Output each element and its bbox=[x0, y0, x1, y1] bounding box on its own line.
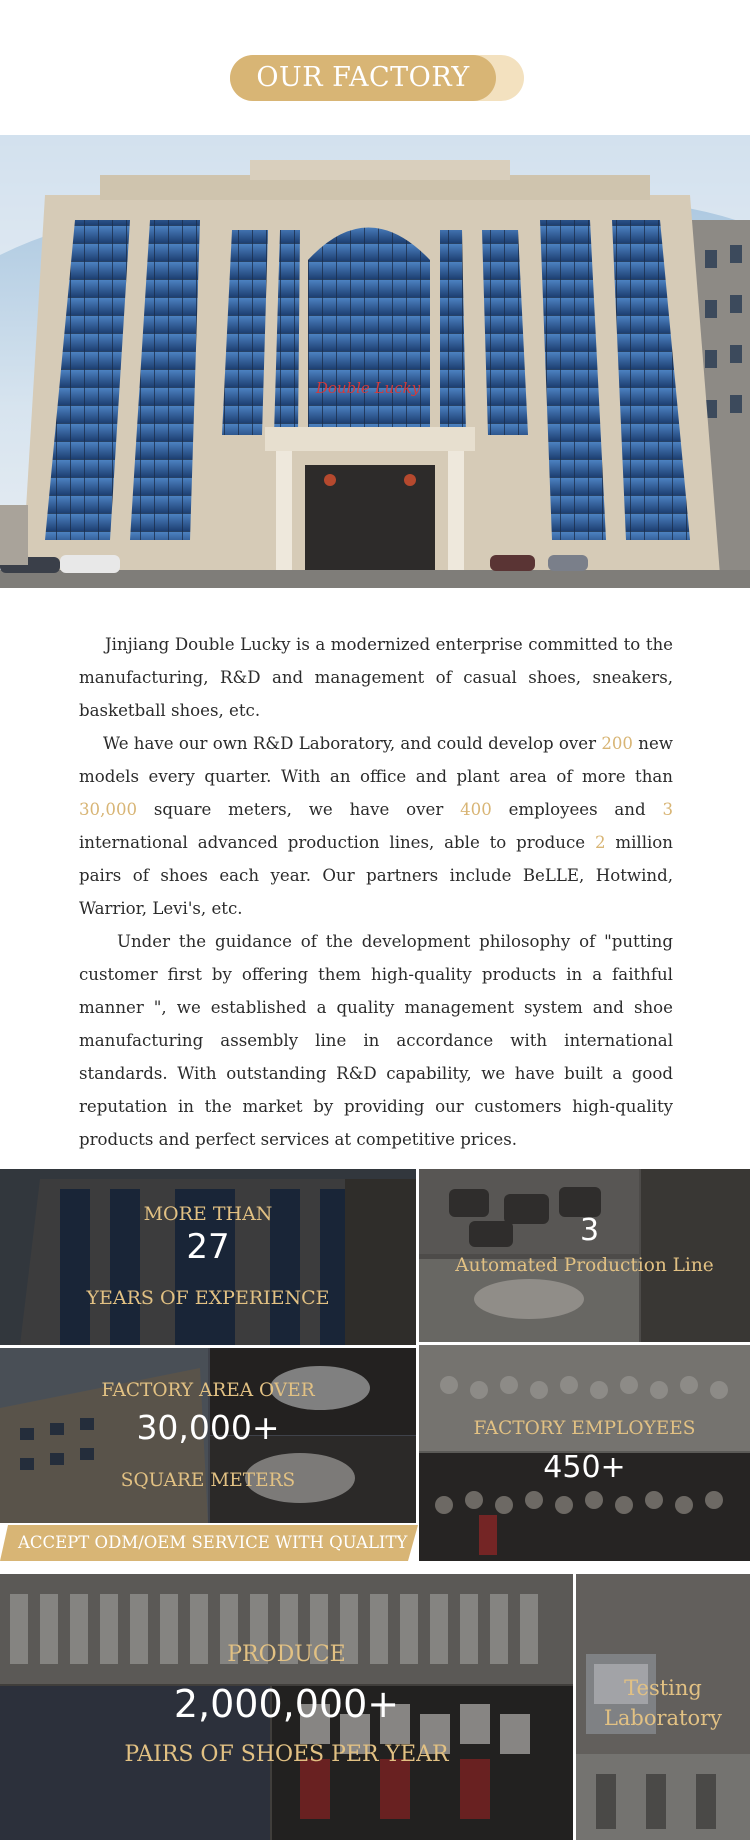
employees-label: FACTORY EMPLOYEES bbox=[473, 1418, 696, 1439]
highlight-models: 200 bbox=[601, 734, 633, 753]
company-intro bbox=[79, 628, 673, 1156]
highlight-million: 2 bbox=[594, 833, 606, 852]
intro-paragraph-3: Under the guidance of the development philosophy of "putting customer first by offering them high-quality products in a faithful manner ", we established a quality management system and shoe manufacturing assembly line in accordance with international standards. With outstanding R&D capability, we have built a good reputation in the market by providing our customers high-quality products and perfect services at competitive prices. bbox=[79, 932, 673, 1149]
experience-value: 27 bbox=[186, 1227, 230, 1267]
production-lines-label: Automated Production Line bbox=[455, 1255, 714, 1276]
highlight-area: 30,000 bbox=[79, 800, 138, 819]
produce-top: PRODUCE bbox=[227, 1642, 346, 1667]
experience-bottom: YEARS OF EXPERIENCE bbox=[86, 1287, 330, 1309]
section-header bbox=[0, 0, 750, 135]
experience-top: MORE THAN bbox=[143, 1203, 273, 1225]
highlight-lines: 3 bbox=[662, 800, 673, 819]
produce-bottom: PAIRS OF SHOES PER YEAR bbox=[124, 1742, 449, 1767]
stat-tile-employees bbox=[419, 1345, 750, 1561]
production-lines-value: 3 bbox=[579, 1213, 600, 1248]
intro-paragraph-1: Jinjiang Double Lucky is a modernized enterprise committed to the manufacturing, R&D and management of casual shoes, sneakers, basketball shoes, etc. bbox=[79, 635, 673, 720]
stat-tile-production-lines bbox=[419, 1169, 750, 1342]
building-sign: Double Lucky bbox=[315, 379, 421, 397]
lab-line2: Laboratory bbox=[603, 1706, 723, 1730]
intro-paragraph-2: We have our own R&D Laboratory, and could develop over 200 new models every quarter. With an office and plant area of more than 30,000 square meters, we have over 400 employees and 3 international advanced production lines, able to produce 2 million pairs of shoes each year. Our partners include BeLLE, Hotwind, Warrior, Levi's, etc. bbox=[79, 734, 673, 918]
area-value: 30,000+ bbox=[136, 1408, 280, 1447]
factory-building-photo bbox=[0, 135, 750, 588]
employees-value: 450+ bbox=[543, 1450, 626, 1485]
area-bottom: SQUARE METERS bbox=[120, 1470, 296, 1491]
stat-tile-experience bbox=[0, 1169, 416, 1345]
stat-tile-testing-laboratory bbox=[576, 1574, 750, 1840]
highlight-employees: 400 bbox=[460, 800, 492, 819]
stat-tile-annual-production bbox=[0, 1574, 573, 1840]
page-title: OUR FACTORY bbox=[230, 55, 496, 101]
odm-service-label: ACCEPT ODM/OEM SERVICE WITH QUALITY bbox=[18, 1533, 408, 1552]
area-top: FACTORY AREA OVER bbox=[101, 1380, 315, 1401]
stat-tile-factory-area bbox=[0, 1348, 416, 1523]
lab-line1: Testing bbox=[624, 1676, 702, 1700]
produce-value: 2,000,000+ bbox=[173, 1682, 400, 1726]
